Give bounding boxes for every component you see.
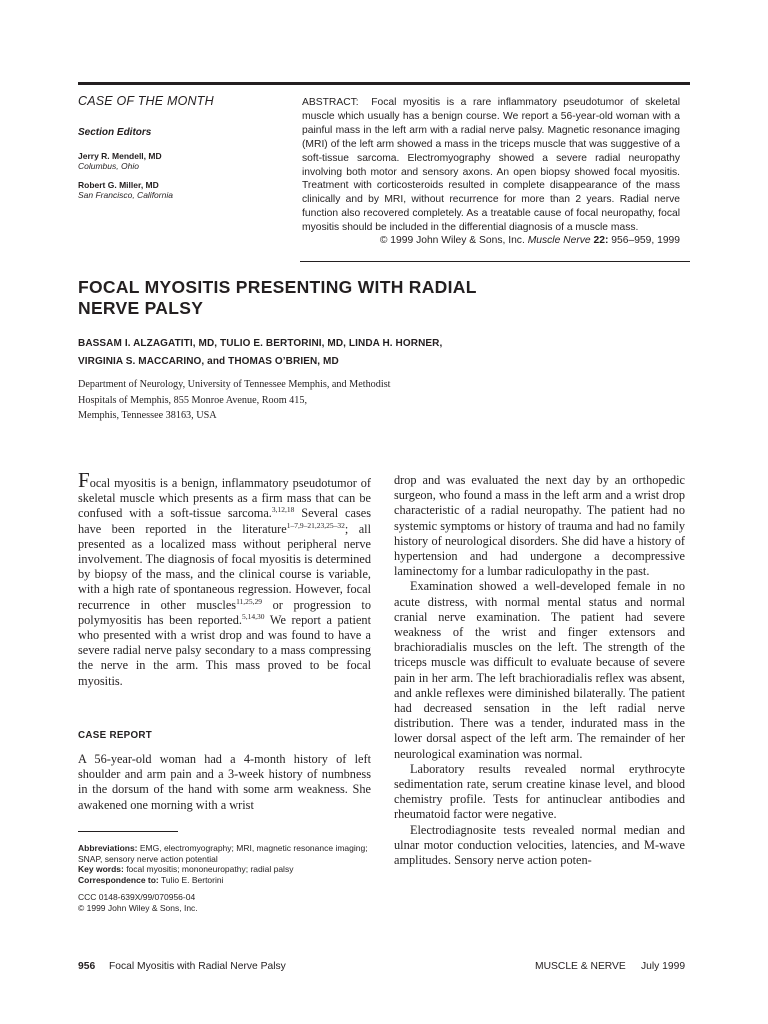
- affiliation-line: Department of Neurology, University of Tennessee Memphis, and Methodist: [78, 379, 391, 390]
- article-title: [78, 277, 598, 319]
- citation-ref: 1–7,9–21,23,25–32: [286, 520, 345, 530]
- citation-ref: 3,12,18: [271, 505, 295, 515]
- citation-pages: 956–959, 1999: [611, 235, 680, 246]
- editor-2: [78, 180, 173, 200]
- note-label: Key words:: [78, 864, 124, 875]
- paragraph: Examination showed a well-developed female in no acute distress, with normal mental status and normal cranial nerve examination. The patient had severe weakness of the wrist and finger extensors and brachioradialis muscles on the left. The strength of the triceps muscle was difficult to evaluate because of severe pain in her arm. The left brachioradialis reflex was absent, and ankle reflexes were diminished bilaterally. The patient had decreased sensation in the left radial nerve distribution. There was a tender, indurated mass in the lower dorsal aspect of the left arm. The remainder of her neurological examination was normal.: [394, 579, 685, 761]
- affiliation: [78, 377, 438, 424]
- abbreviations-note: [78, 843, 370, 864]
- text-run: or progression to polymyositis has been reported.: [78, 597, 371, 627]
- authors-line: BASSAM I. ALZAGATITI, MD, TULIO E. BERTORINI, MD, LINDA H. HORNER,: [78, 338, 443, 349]
- authors-line: VIRGINIA S. MACCARINO, and THOMAS O’BRIEN, MD: [78, 356, 339, 367]
- copyright-note: © 1999 John Wiley & Sons, Inc.: [78, 902, 198, 913]
- running-title: Focal Myositis with Radial Nerve Palsy: [109, 961, 286, 972]
- paragraph: drop and was evaluated the next day by an orthopedic surgeon, who found a mass in the left arm and a wrist drop characteristic of a radial neuropathy. The patient had no systemic symptoms or history of trauma and had no family history of neurological disorders. She did have a history of hypertension and had undergone a decompressive laminectomy for a lumbar radiculopathy in the past.: [394, 473, 685, 579]
- note-label: Abbreviations:: [78, 843, 138, 853]
- case-report-heading: CASE REPORT: [78, 730, 153, 741]
- issue-date: July 1999: [641, 961, 686, 972]
- text-run: We report a patient who presented with a wrist drop and was found to have a severe radial nerve palsy secondary to a mass compressing the nerve in the arm. This mass proved to be focal myositis.: [78, 612, 372, 688]
- author-list: [78, 335, 498, 371]
- citation-ref: 5,14,30: [241, 611, 265, 621]
- editor-location: San Francisco, California: [78, 190, 173, 200]
- page-number: 956: [78, 961, 96, 972]
- abstract: [302, 96, 680, 235]
- note-text: Tulio E. Bertorini: [158, 874, 224, 885]
- editor-name: Robert G. Miller, MD: [78, 180, 159, 190]
- column-label: CASE OF THE MONTH: [78, 94, 214, 108]
- abstract-label: ABSTRACT:: [302, 97, 359, 108]
- case-report-paragraph: [78, 752, 371, 813]
- title-line: FOCAL MYOSITIS PRESENTING WITH RADIAL: [78, 277, 477, 297]
- text-run: ; all presented as a localized mass without peripheral nerve involvement. The diagnosis of focal myositis is determined by biopsy of the mass, and the clinical course is variable, with a high rate of spontaneous regression. However, focal recurrence in other muscles: [78, 521, 371, 612]
- citation-journal: Muscle Nerve: [527, 235, 591, 246]
- abstract-citation: [302, 235, 680, 246]
- top-rule: [78, 82, 690, 85]
- drop-cap: F: [78, 468, 90, 492]
- affiliation-line: Hospitals of Memphis, 855 Monroe Avenue, Room 415,: [78, 394, 308, 406]
- citation-volume: 22:: [593, 235, 609, 246]
- editor-name: Jerry R. Mendell, MD: [78, 151, 162, 161]
- intro-paragraph: [78, 468, 372, 689]
- paragraph: A 56-year-old woman had a 4-month history of left shoulder and arm pain and a 3-week history of numbness in the dorsum of the hand with some arm weakness. She awakened one morning with a wrist: [78, 752, 371, 812]
- publisher-note: [78, 892, 370, 913]
- citation-copyright: © 1999 John Wiley & Sons, Inc.: [379, 235, 525, 246]
- note-label: Correspondence to:: [78, 874, 159, 885]
- paragraph: Electrodiagnosite tests revealed normal median and ulnar motor conduction velocities, latencies, and M-wave amplitudes. Sensory nerve action poten-: [394, 822, 685, 868]
- note-text: EMG, electromyography; MRI, magnetic resonance imaging; SNAP, sensory nerve action potential: [78, 843, 368, 864]
- abstract-rule: [300, 261, 690, 262]
- note-text: focal myositis; mononeuropathy; radial palsy: [123, 864, 294, 875]
- editor-location: Columbus, Ohio: [78, 161, 139, 171]
- ccc-code: CCC 0148-639X/99/070956-04: [78, 892, 196, 902]
- text-run: ocal myositis is a benign, inflammatory pseudotumor of skeletal muscle which presents as a firm mass that can be confused with a soft-tissue sarcoma.: [78, 476, 371, 521]
- section-editors-label: Section Editors: [78, 127, 152, 138]
- editor-1: [78, 151, 162, 171]
- paragraph: Laboratory results revealed normal erythrocyte sedimentation rate, serum creatine kinase level, and blood chemistry profile. Tests for antinuclear antibodies and rheumatoid factor were negative.: [394, 761, 685, 822]
- right-column: [394, 473, 685, 868]
- affiliation-line: Memphis, Tennessee 38163, USA: [78, 410, 217, 421]
- text-run: Several cases have been reported in the literature: [78, 506, 371, 536]
- footnote-rule: [78, 831, 178, 832]
- keywords-note: [78, 864, 370, 875]
- journal-name: MUSCLE & NERVE: [535, 961, 626, 972]
- abstract-text: Focal myositis is a rare inflammatory pseudotumor of skeletal muscle which usually has a benign course. We report a 56-year-old woman with a painful mass in the left arm with a radial nerve palsy. Magnetic resonance imaging (MRI) of the left arm showed a mass in the triceps muscle that was suggestive of a soft-tissue sarcoma. Electromyography showed a severe radial neuropathy involving both motor and sensory axons. An open biopsy showed focal myositis. Treatment with corticosteroids resulted in complete disappearance of the mass clinically and by MRI, without recurrence for more than 2 years. Radial nerve function also recovered completely. As a treatable cause of focal neuropathy, focal myositis should be included in the differential diagnosis of a muscle mass.: [302, 97, 680, 234]
- title-line: NERVE PALSY: [78, 298, 204, 318]
- citation-ref: 11,25,29: [236, 596, 263, 606]
- footnotes: [78, 843, 370, 885]
- correspondence-note: [78, 875, 370, 886]
